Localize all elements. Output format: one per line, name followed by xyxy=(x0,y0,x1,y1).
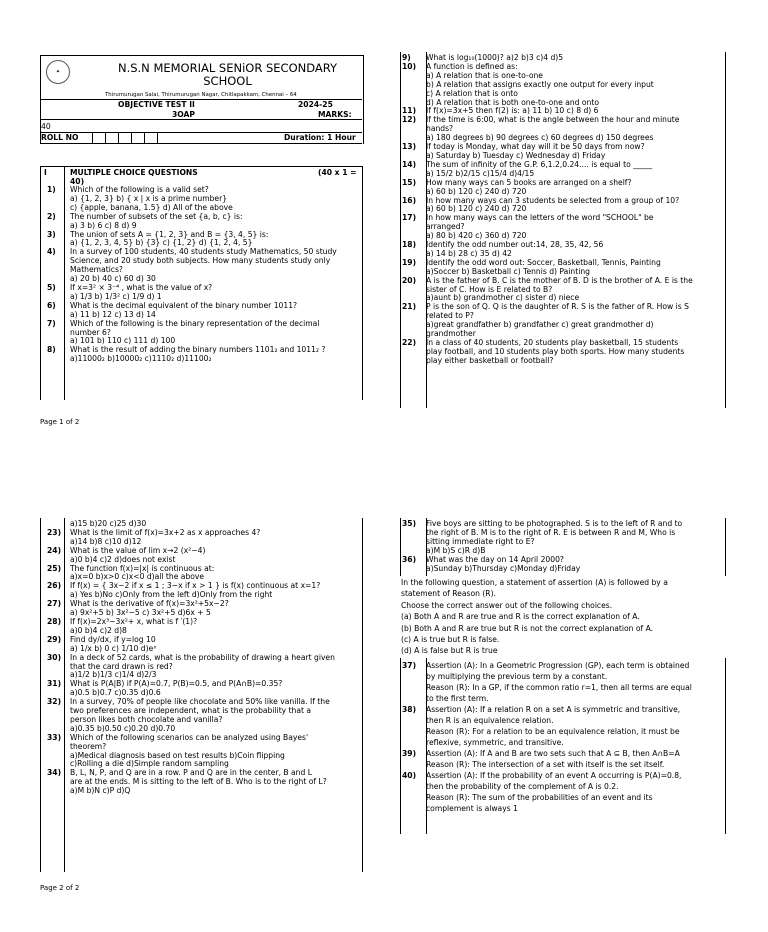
question-body xyxy=(426,54,724,63)
question-number: 25) xyxy=(47,563,62,573)
question-body xyxy=(70,520,361,529)
question-line: The function f(x)=|x| is continuous at: xyxy=(70,564,215,573)
question-number: 27) xyxy=(47,599,62,609)
question-number: 23) xyxy=(47,527,62,537)
question-line: a) 15/2 b)2/15 c)15/4 d)4/15 xyxy=(426,169,535,178)
question-number: 24) xyxy=(47,545,62,555)
instruction-line: Choose the correct answer out of the following choices. xyxy=(401,600,613,610)
page1-right-questions xyxy=(402,54,724,366)
question-number: 12) xyxy=(402,115,417,125)
question-line: c) A relation that is onto xyxy=(426,89,518,98)
marks-value: 40 xyxy=(41,122,51,131)
question-line: a) 9x²+5 b) 3x²−5 c) 3x²+5 d)6x + 5 xyxy=(70,609,211,618)
question-number: 26) xyxy=(47,581,62,591)
question-body xyxy=(426,197,724,215)
question-line: a) 180 degrees b) 90 degrees c) 60 degrees d) 150 degrees xyxy=(426,134,654,143)
question-body xyxy=(70,231,361,249)
question-line: If f(x) = { 3x−2 if x ≤ 1 ; 3−x if x > 1 } is f(x) continuous at x=1? xyxy=(70,582,321,591)
question-line: d) A relation that is both one-to-one and onto xyxy=(426,98,599,107)
school-logo-icon: ✦ xyxy=(46,60,70,84)
question-number: 21) xyxy=(402,302,417,312)
question-body xyxy=(70,302,361,320)
question-line: a) 20 b) 40 c) 60 d) 30 xyxy=(70,275,156,284)
question-line: a) 11 b) 12 c) 13 d) 14 xyxy=(70,310,156,319)
question-number: 9) xyxy=(402,53,411,62)
question-body xyxy=(70,698,361,734)
question-number: 20) xyxy=(402,275,417,285)
question-body xyxy=(70,600,361,618)
question-line: a)14 b)8 c)10 d)12 xyxy=(70,537,142,546)
school-address: Thirumurugan Salai, Thirumurugan Nagar, Chitlapakkam, Chennai – 64 xyxy=(105,92,297,98)
question-number: 36) xyxy=(402,554,417,564)
question-item xyxy=(402,303,724,339)
question-line: reflexive, symmetric, and transitive. xyxy=(426,738,564,747)
question-item xyxy=(402,241,724,259)
question-item xyxy=(47,698,361,734)
question-line: a)0.35 b)0.50 c)0.20 d)0.70 xyxy=(70,724,176,733)
question-line: theorem? xyxy=(70,742,107,751)
question-item xyxy=(402,161,724,179)
question-line: a)0 b)4 c)2 d)8 xyxy=(70,626,127,635)
question-item xyxy=(47,186,361,213)
question-line: sitting immediate right to E? xyxy=(426,537,535,546)
question-line: Five boys are sitting to be photographed. S is to the left of R and to xyxy=(426,520,683,528)
question-number: 11) xyxy=(402,106,417,116)
test-title: OBJECTIVE TEST II xyxy=(118,100,195,109)
question-item xyxy=(402,116,724,143)
question-item xyxy=(47,600,361,618)
question-line: grandmother xyxy=(426,330,476,339)
question-line: are at the ends. M is sitting to the left of B. Who is to the right of L? xyxy=(70,778,327,787)
question-item xyxy=(47,769,361,796)
question-number: 10) xyxy=(402,61,417,71)
question-line: Reason (R): For a relation to be an equivalence relation, it must be xyxy=(426,727,680,736)
question-line: What is the derivative of f(x)=3x²+5x−2? xyxy=(70,600,229,609)
question-line: Mathematics? xyxy=(70,266,123,275)
question-line: How many ways can 5 books are arranged on a shelf? xyxy=(426,178,632,187)
question-line: a) A relation that is one-to-one xyxy=(426,71,543,80)
question-item xyxy=(47,346,361,364)
question-item xyxy=(47,654,361,681)
question-number: 28) xyxy=(47,616,62,626)
section-marks-2: 40) xyxy=(70,177,85,186)
class-name: 3OAP xyxy=(172,110,195,119)
question-line: a)aunt b) grandmother c) sister d) niece xyxy=(426,294,580,303)
question-line: a) 1/x b) 0 c) 1/10 d)eˣ xyxy=(70,644,157,653)
question-line: a) {1, 2, 3, 4, 5} b) {3} c) {1, 2} d) {1, 2, 4, 5} xyxy=(70,239,253,248)
question-item xyxy=(47,529,361,547)
instruction-line: (a) Both A and R are true and R is the correct explanation of A. xyxy=(401,612,640,622)
question-line: that the card drawn is red? xyxy=(70,662,173,671)
question-item xyxy=(402,143,724,161)
question-line: the right of B. M is to the right of R. E is between R and M, Who is xyxy=(426,528,676,537)
question-body xyxy=(426,303,724,339)
question-number: 19) xyxy=(402,257,417,267)
question-number: 13) xyxy=(402,142,417,152)
question-line: Assertion (A): If the probability of an event A occurring is P(A)=0.8, xyxy=(426,771,682,780)
question-number: 15) xyxy=(402,177,417,187)
question-item xyxy=(402,54,724,63)
question-body xyxy=(70,284,361,302)
question-line: Assertion (A): If a relation R on a set A is symmetric and transitive, xyxy=(426,705,681,714)
question-line: Identify the odd number out:14, 28, 35, 42, 56 xyxy=(426,241,604,250)
question-body xyxy=(70,320,361,347)
question-number: 40) xyxy=(402,771,417,780)
question-item xyxy=(402,179,724,197)
question-body xyxy=(70,248,361,284)
instruction-line: In the following question, a statement of assertion (A) is followed by a xyxy=(401,578,668,587)
question-line: B, L, N, P, and Q are in a row. P and Q are in the center, B and L xyxy=(70,769,312,778)
question-line: to the first term. xyxy=(426,694,489,703)
question-item xyxy=(47,565,361,583)
question-number: 5) xyxy=(47,282,56,292)
question-line: What was the day on 14 April 2000? xyxy=(426,555,564,564)
question-line: a) Yes b)No c)Only from the left d)Only from the right xyxy=(70,591,273,600)
question-number: 1) xyxy=(47,185,56,194)
question-line: What is P(A|B) if P(A)=0.7, P(B)=0.5, and P(A∩B)=0.35? xyxy=(70,680,283,689)
question-item xyxy=(402,556,724,574)
question-line: If the time is 6:00, what is the angle between the hour and minute xyxy=(426,116,680,125)
question-number: 7) xyxy=(47,318,56,328)
question-line: a)M b)S c)R d)B xyxy=(426,546,486,555)
question-number: 34) xyxy=(47,768,62,778)
question-line: Which of the following is the binary representation of the decimal xyxy=(70,319,320,328)
question-line: In a class of 40 students, 20 students play basketball, 15 students xyxy=(426,339,679,347)
question-line: number 6? xyxy=(70,328,111,337)
question-item xyxy=(402,63,724,108)
question-line: The number of subsets of the set {a, b, c} is: xyxy=(70,212,243,221)
question-item xyxy=(402,259,724,277)
question-body xyxy=(70,618,361,636)
question-body xyxy=(426,241,724,259)
page2-right-bottom xyxy=(402,660,724,814)
question-body xyxy=(70,680,361,698)
question-body xyxy=(70,636,361,654)
question-line: In a deck of 52 cards, what is the probability of drawing a heart given xyxy=(70,653,335,662)
question-body xyxy=(426,520,724,556)
question-line: a)Sunday b)Thursday c)Monday d)Friday xyxy=(426,564,581,573)
question-item xyxy=(47,734,361,770)
question-line: Assertion (A): If A and B are two sets such that A ⊆ B, then A∩B=A xyxy=(426,749,680,758)
question-item xyxy=(47,547,361,565)
question-line: Reason (R): The sum of the probabilities of an event and its xyxy=(426,793,653,802)
question-body xyxy=(426,214,724,241)
question-item xyxy=(47,213,361,231)
section-marks: (40 x 1 = xyxy=(318,168,357,177)
question-line: Which of the following scenarios can be analyzed using Bayes' xyxy=(70,733,309,742)
question-number: 22) xyxy=(402,338,417,347)
question-body xyxy=(426,277,724,304)
question-body xyxy=(70,565,361,583)
question-item xyxy=(402,704,724,748)
question-number: 39) xyxy=(402,749,417,758)
question-line: Reason (R): In a GP, if the common ratio r=1, then all terms are equal xyxy=(426,683,692,692)
question-item xyxy=(47,582,361,600)
question-line: a) Saturday b) Tuesday c) Wednesday d) Friday xyxy=(426,151,606,160)
question-line: Which of the following is a valid set? xyxy=(70,186,209,194)
question-body xyxy=(426,339,724,366)
question-line: If f(x)=3x+5 then f(2) is: a) 11 b) 10 c) 8 d) 6 xyxy=(426,107,599,116)
question-number: 8) xyxy=(47,345,56,355)
question-item xyxy=(402,197,724,215)
question-line: What is the limit of f(x)=3x+2 as x approaches 4? xyxy=(70,528,261,537)
academic-year: 2024-25 xyxy=(298,100,333,109)
question-item xyxy=(47,636,361,654)
question-body xyxy=(426,116,724,143)
question-number: 4) xyxy=(47,247,56,257)
question-line: then R is an equivalence relation. xyxy=(426,716,554,725)
question-body xyxy=(426,770,724,814)
question-body xyxy=(426,556,724,574)
question-item xyxy=(47,680,361,698)
question-number: 38) xyxy=(402,705,417,714)
question-item xyxy=(47,248,361,284)
question-body xyxy=(70,186,361,213)
question-line: by multiplying the previous term by a constant. xyxy=(426,672,608,681)
question-line: What is the value of lim x→2 (x²−4) xyxy=(70,546,206,555)
question-line: then the probability of the complement of A is 0.2. xyxy=(426,782,619,791)
question-body xyxy=(426,259,724,277)
instruction-line: (b) Both A and R are true but R is not the correct explanation of A. xyxy=(401,623,654,633)
page2-left-questions xyxy=(47,520,361,796)
section-number: I xyxy=(44,168,47,177)
duration: Duration: 1 Hour xyxy=(284,133,356,142)
question-item xyxy=(47,618,361,636)
question-line: b) A relation that assigns exactly one output for every input xyxy=(426,80,654,89)
question-line: a)M b)N c)P d)Q xyxy=(70,787,131,796)
question-line: In a survey of 100 students, 40 students study Mathematics, 50 study xyxy=(70,248,337,257)
question-line: Identify the odd word out: Soccer, Basketball, Tennis, Painting xyxy=(426,258,661,267)
question-line: a)0.5 b)0.7 c)0.35 d)0.6 xyxy=(70,689,161,698)
question-body xyxy=(426,143,724,161)
question-line: Find dy/dx, if y=log 10 xyxy=(70,635,156,644)
question-number: 33) xyxy=(47,732,62,742)
question-line: a)1/2 b)1/3 c)1/4 d)2/3 xyxy=(70,671,157,680)
question-line: arranged? xyxy=(426,223,465,232)
question-item xyxy=(402,339,724,366)
question-item xyxy=(402,520,724,556)
question-number: 31) xyxy=(47,679,62,689)
question-line: a)11000₂ b)10000₂ c)1110₂ d)11100₂ xyxy=(70,355,212,364)
question-body xyxy=(426,179,724,197)
question-number: 18) xyxy=(402,240,417,250)
question-line: P is the son of Q. Q is the daughter of R. S is the father of R. How is S xyxy=(426,303,689,312)
question-body xyxy=(70,654,361,681)
question-number: 37) xyxy=(402,661,417,670)
question-line: a)great grandfather b) grandfather c) great grandmother d) xyxy=(426,321,654,330)
question-number: 16) xyxy=(402,195,417,205)
question-line: If f(x)=2x³−3x²+ x, what is f ′(1)? xyxy=(70,617,198,626)
question-number: 6) xyxy=(47,300,56,310)
question-body xyxy=(70,769,361,796)
question-item xyxy=(402,770,724,814)
question-line: A is the father of B. C is the mother of B. D is the brother of A. E is the xyxy=(426,276,693,285)
question-line: complement is always 1 xyxy=(426,804,518,813)
roll-no-label: ROLL NO xyxy=(41,133,79,142)
question-line: a)Medical diagnosis based on test results b)Coin flipping xyxy=(70,751,285,760)
question-line: play either basketball or football? xyxy=(426,356,554,365)
question-line: a) 60 b) 120 c) 240 d) 720 xyxy=(426,187,527,196)
question-line: What is log₁₀(1000)? a)2 b)3 c)4 d)5 xyxy=(426,54,564,62)
question-body xyxy=(426,748,724,770)
question-line: a) 60 b) 120 c) 240 d) 720 xyxy=(426,205,527,214)
question-item xyxy=(47,284,361,302)
question-item xyxy=(47,320,361,347)
question-line: A function is defined as: xyxy=(426,62,518,71)
question-body xyxy=(426,63,724,108)
question-line: a) 14 b) 28 c) 35 d) 42 xyxy=(426,249,512,258)
question-line: In how many ways can the letters of the word "SCHOOL" be xyxy=(426,214,654,223)
question-number: 14) xyxy=(402,159,417,169)
school-name: N.S.N MEMORIAL SENiOR SECONDARY SCHOOL xyxy=(117,61,338,88)
instruction-line: (d) A is false but R is true xyxy=(401,646,498,656)
question-line: c)Rolling a die d)Simple random sampling xyxy=(70,760,229,769)
question-number: 35) xyxy=(402,519,417,528)
question-body xyxy=(70,547,361,565)
question-line: hands? xyxy=(426,125,454,134)
question-line: a) 1/3 b) 1/3² c) 1/9 d) 1 xyxy=(70,292,162,301)
question-line: play football, and 10 students play both sports. How many students xyxy=(426,347,685,356)
question-number: 29) xyxy=(47,634,62,644)
question-line: sister of C. How is E related to B? xyxy=(426,285,553,294)
question-body xyxy=(426,704,724,748)
page2-right-top xyxy=(402,520,724,573)
page-footer: Page 1 of 2 xyxy=(40,418,80,426)
question-body xyxy=(426,660,724,704)
question-line: a)x=0 b)x>0 c)x<0 d)all the above xyxy=(70,573,205,582)
question-line: c) {apple, banana, 1.5} d) All of the above xyxy=(70,203,233,212)
question-line: a) 101 b) 110 c) 111 d) 100 xyxy=(70,337,176,346)
question-body xyxy=(70,582,361,600)
marks-label: MARKS: xyxy=(318,110,352,119)
assertion-reason-instructions xyxy=(401,577,725,657)
question-line: Assertion (A): In a Geometric Progression (GP), each term is obtained xyxy=(426,661,690,670)
question-line: a)15 b)20 c)25 d)30 xyxy=(70,520,147,528)
page1-left-questions xyxy=(47,186,361,364)
question-line: The sum of infinity of the G.P. 6,1.2,0.24.... is equal to _____ xyxy=(426,160,653,169)
question-body xyxy=(70,734,361,770)
question-item xyxy=(47,520,361,529)
question-item xyxy=(47,302,361,320)
question-line: What is the result of adding the binary numbers 1101₂ and 1011₂ ? xyxy=(70,346,326,355)
question-number: 32) xyxy=(47,697,62,707)
question-line: Reason (R): The intersection of a set with itself is the set itself. xyxy=(426,760,665,769)
question-line: In a survey, 70% of people like chocolate and 50% like vanilla. If the xyxy=(70,698,330,707)
question-line: The union of sets A = {1, 2, 3} and B = {3, 4, 5} is: xyxy=(70,230,269,239)
question-line: Science, and 20 study both subjects. How many students study only xyxy=(70,257,331,266)
page-footer-2: Page 2 of 2 xyxy=(40,884,80,892)
instruction-line: (c) A is true but R is false. xyxy=(401,635,500,645)
question-item xyxy=(47,231,361,249)
page-2 xyxy=(0,466,768,932)
question-body xyxy=(70,529,361,547)
question-line: related to P? xyxy=(426,312,474,321)
question-item xyxy=(402,107,724,116)
question-line: a) {1, 2, 3} b) { x | x is a prime number} xyxy=(70,194,228,203)
question-number: 17) xyxy=(402,213,417,223)
question-item xyxy=(402,214,724,241)
question-number: 2) xyxy=(47,211,56,221)
question-line: In how many ways can 3 students be selected from a group of 10? xyxy=(426,196,680,205)
question-line: If x=3² × 3⁻⁴ , what is the value of x? xyxy=(70,283,213,292)
question-line: What is the decimal equivalent of the binary number 1011? xyxy=(70,301,298,310)
question-body xyxy=(70,213,361,231)
instruction-line: statement of Reason (R). xyxy=(401,589,496,599)
question-body xyxy=(70,346,361,364)
question-number: 30) xyxy=(47,652,62,662)
question-line: a) 80 b) 420 c) 360 d) 720 xyxy=(426,232,527,241)
question-number: 3) xyxy=(47,229,56,239)
question-item xyxy=(402,277,724,304)
question-line: two preferences are independent, what is the probability that a xyxy=(70,707,312,716)
question-item xyxy=(402,748,724,770)
question-body xyxy=(426,107,724,116)
question-line: a)0 b)4 c)2 d)does not exist xyxy=(70,555,176,564)
question-line: person likes both chocolate and vanilla? xyxy=(70,715,223,724)
question-line: If today is Monday, what day will it be 50 days from now? xyxy=(426,143,645,152)
question-line: a)Soccer b) Basketball c) Tennis d) Painting xyxy=(426,267,590,276)
question-item xyxy=(402,660,724,704)
section-title: MULTIPLE CHOICE QUESTIONS xyxy=(70,168,198,177)
question-body xyxy=(426,161,724,179)
question-line: a) 3 b) 6 c) 8 d) 9 xyxy=(70,221,137,230)
